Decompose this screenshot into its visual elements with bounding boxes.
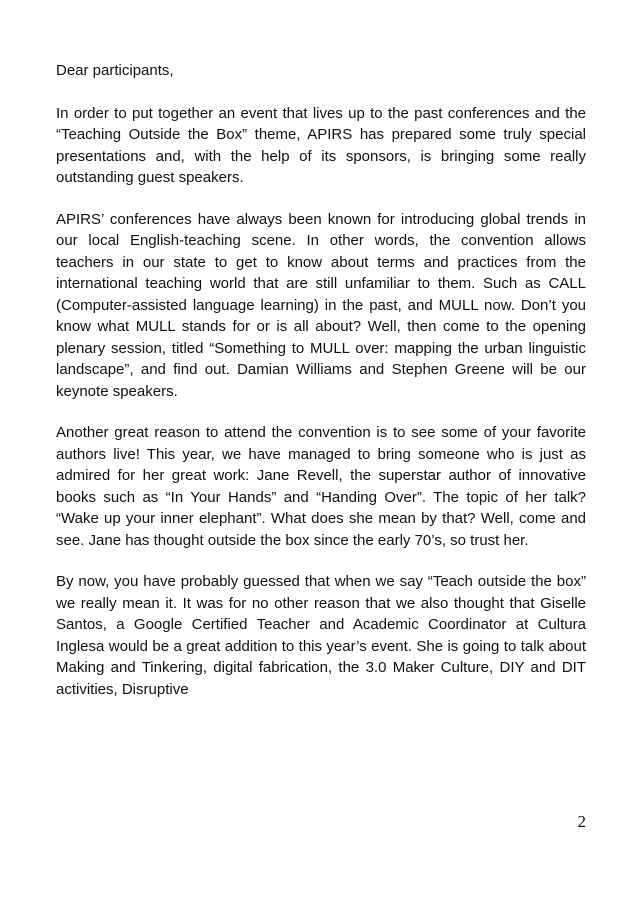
paragraph-intro: In order to put together an event that lives up to the past conferences and the “Teaching Outside the Box” theme, APIRS has prepared some truly special presentations and, with the help of its sponsors, is bringing some really outstanding guest speakers.	[56, 104, 586, 186]
paragraph-conferences: APIRS’ conferences have always been known for introducing global trends in our local English-teaching scene. In other words, the convention allows teachers in our state to get to know about terms and practices from the international teaching world that are still unfamiliar to them. Such as CALL (Computer-assisted language learning) in the past, and MULL now. Don’t you know what MULL stands for or is all about? Well, then come to the opening plenary session, titled “Something to MULL over: mapping the urban linguistic landscape”, and find out. Damian Williams and Stephen Greene will be our keynote speakers.	[56, 210, 586, 400]
paragraph-teach-outside-box: By now, you have probably guessed that when we say “Teach outside the box” we really mean it. It was for no other reason that we also thought that Giselle Santos, a Google Certified Teacher and Academic Coordinator at Cultura Inglesa would be a great addition to this year’s event. She is going to talk about Making and Tinkering, digital fabrication, the 3.0 Maker Culture, DIY and DIT activities, Disruptive	[56, 573, 586, 698]
salutation: Dear participants,	[56, 62, 174, 79]
letter-body	[56, 60, 586, 720]
paragraph-authors: Another great reason to attend the convention is to see some of your favorite authors live! This year, we have managed to bring someone who is just as admired for her great work: Jane Revell, the superstar author of innovative books such as “In Your Hands” and “Handing Over”. The topic of her talk? “Wake up your inner elephant”. What does she mean by that? Well, come and see. Jane has thought outside the box since the early 70’s, so trust her.	[56, 424, 586, 549]
page-number: 2	[577, 812, 586, 831]
